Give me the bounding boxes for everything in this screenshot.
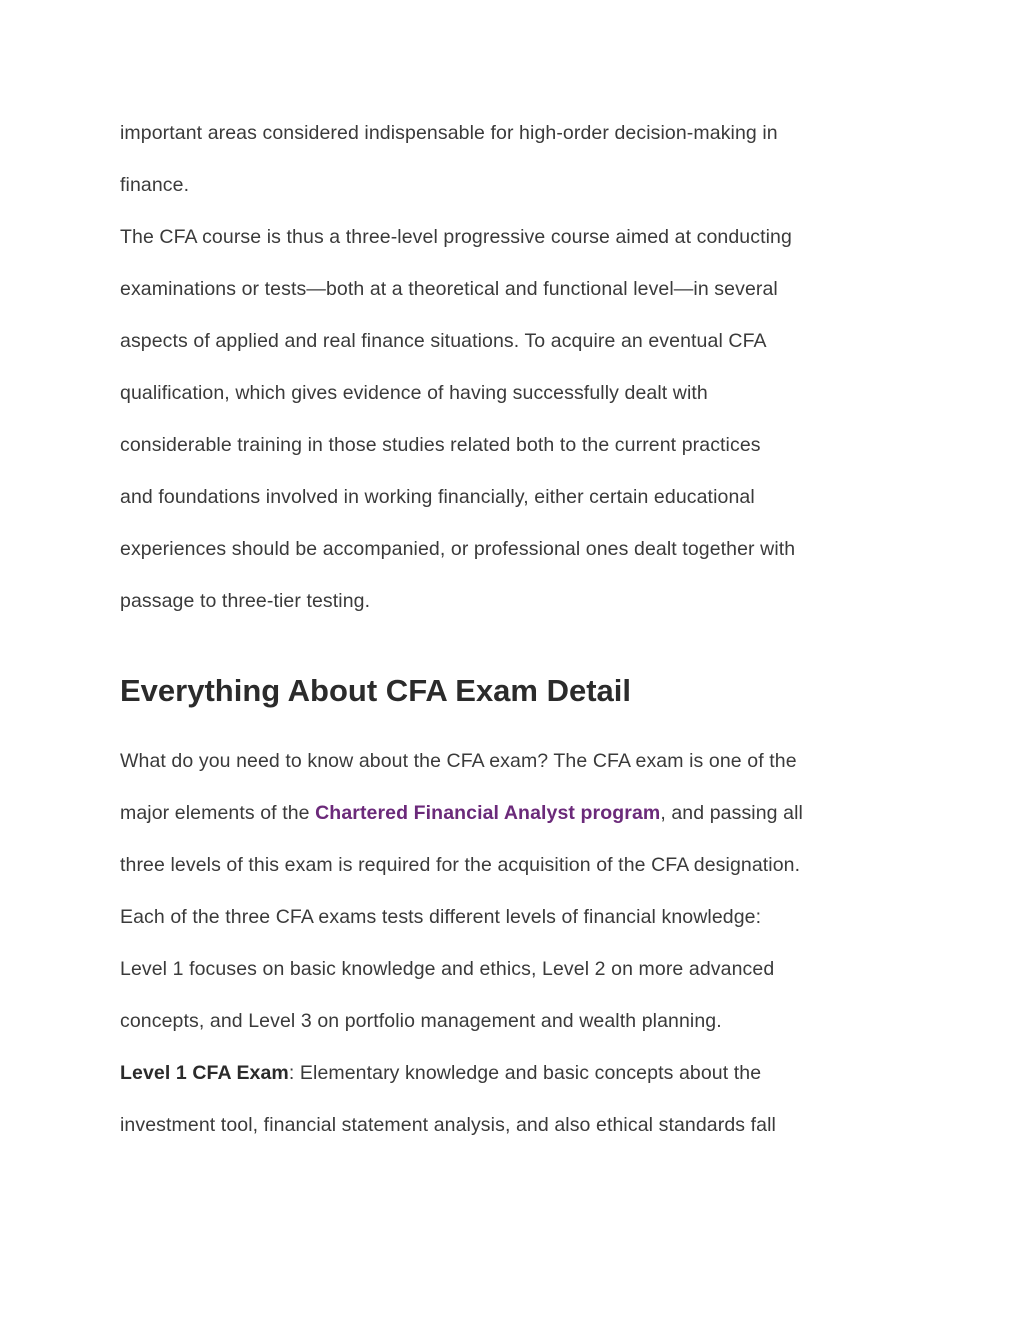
paragraph-line: qualification, which gives evidence of having successfully dealt with	[120, 382, 708, 404]
paragraph-line: finance.	[120, 174, 190, 196]
paragraph-line: Level 1 focuses on basic knowledge and ethics, Level 2 on more advanced	[120, 958, 775, 980]
paragraph-line: concepts, and Level 3 on portfolio management and wealth planning.	[120, 1010, 722, 1032]
paragraph-line: investment tool, financial statement analysis, and also ethical standards fall	[120, 1114, 776, 1136]
section-heading: Everything About CFA Exam Detail	[120, 673, 632, 708]
paragraph-text: : Elementary knowledge and basic concepts about the	[288, 1062, 762, 1084]
paragraph-line: Each of the three CFA exams tests different levels of financial knowledge:	[120, 906, 762, 928]
paragraph-line: examinations or tests—both at a theoretical and functional level—in several	[120, 278, 778, 300]
cfa-program-link[interactable]: Chartered Financial Analyst program	[315, 802, 661, 824]
paragraph-line: and foundations involved in working financially, either certain educational	[120, 486, 755, 508]
paragraph-line: experiences should be accompanied, or professional ones dealt together with	[120, 538, 796, 560]
paragraph-line	[120, 1060, 761, 1086]
paragraph-text: major elements of the	[120, 802, 316, 824]
paragraph-line: passage to three-tier testing.	[120, 590, 371, 612]
paragraph-line: aspects of applied and real finance situations. To acquire an eventual CFA	[120, 330, 767, 352]
paragraph-line: What do you need to know about the CFA exam? The CFA exam is one of the	[120, 750, 797, 772]
level-1-label: Level 1 CFA Exam	[120, 1062, 289, 1084]
paragraph-line: three levels of this exam is required for the acquisition of the CFA designation.	[120, 854, 801, 876]
paragraph-line: considerable training in those studies related both to the current practices	[120, 434, 761, 456]
paragraph-text: , and passing all	[660, 802, 803, 824]
paragraph-line: The CFA course is thus a three-level progressive course aimed at conducting	[120, 226, 792, 248]
paragraph-line: important areas considered indispensable for high-order decision-making in	[120, 122, 778, 144]
paragraph-line	[120, 800, 803, 826]
